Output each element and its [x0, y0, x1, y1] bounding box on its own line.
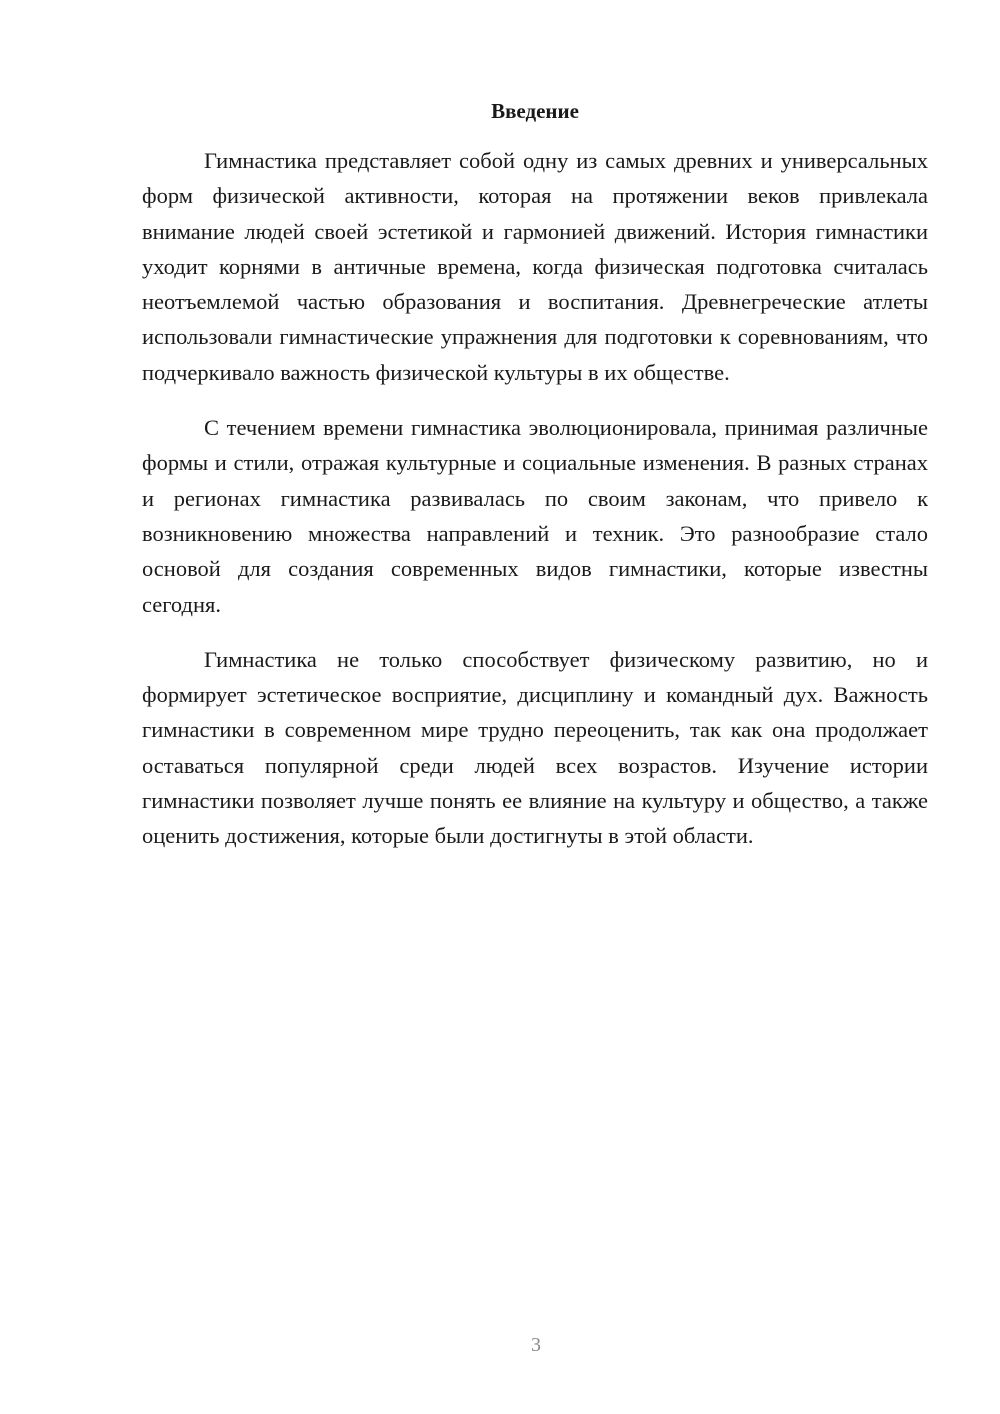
paragraph-1: Гимнастика представляет собой одну из самых древних и универсальных форм физической активности, которая на протяжении веков привлекала внимание людей своей эстетикой и гармонией движений. История гимнастики уходит корнями в античные времена, когда физическая подготовка считалась неотъемлемой частью образования и воспитания. Древнегреческие атлеты использовали гимнастические упражнения для подготовки к соревнованиям, что подчеркивало важность физической культуры в их обществе. — [142, 148, 928, 385]
section-heading: Введение — [491, 99, 579, 123]
paragraph-3: Гимнастика не только способствует физическому развитию, но и формирует эстетическое восприятие, дисциплину и командный дух. Важность гимнастики в современном мире трудно переоценить, так как она продолжает оставаться популярной среди людей всех возрастов. Изучение истории гимнастики позволяет лучше понять ее влияние на культуру и общество, а также оценить достижения, которые были достигнуты в этой области. — [142, 646, 928, 849]
paragraph-2: С течением времени гимнастика эволюционировала, принимая различные формы и стили, отражая культурные и социальные изменения. В разных странах и регионах гимнастика развивалась по своим законам, что привело к возникновению множества направлений и техник. Это разнообразие стало основой для создания современных видов гимнастики, которые известны сегодня. — [142, 415, 928, 617]
page-number: 3 — [531, 1334, 541, 1356]
body-text — [142, 143, 928, 874]
